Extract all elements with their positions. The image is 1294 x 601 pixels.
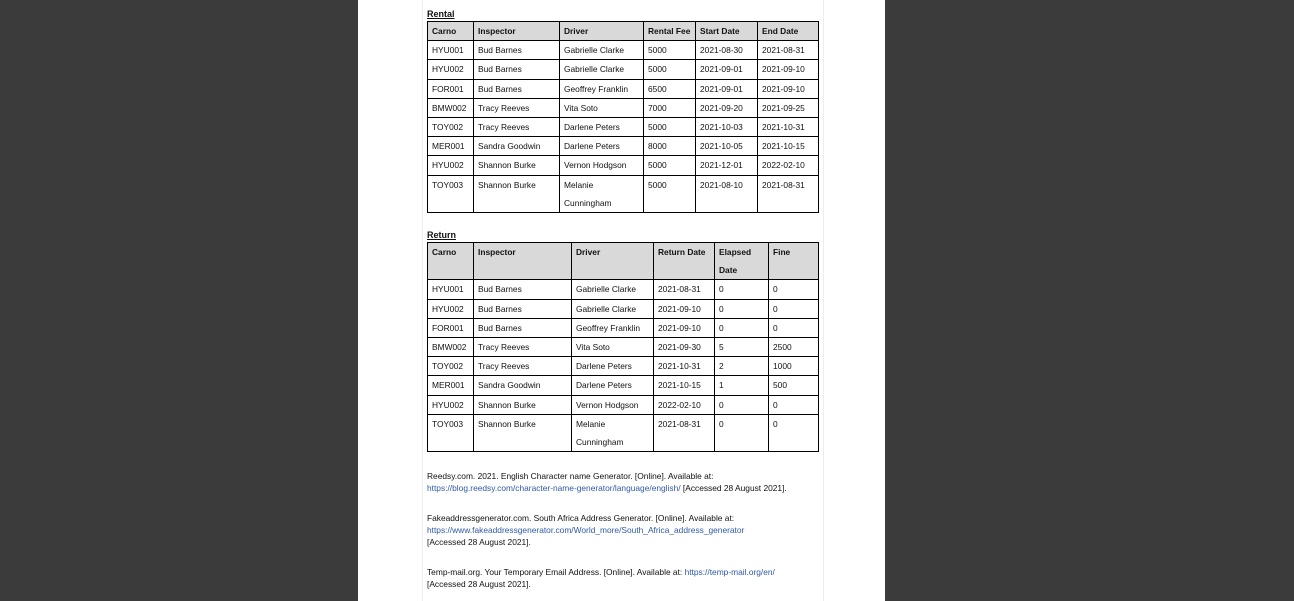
rental-table-cell: Melanie Cunningham: [560, 175, 644, 212]
rental-col-carno: Carno: [428, 22, 474, 41]
rental-table-cell: 2021-08-10: [696, 175, 758, 212]
rental-col-driver: Driver: [560, 22, 644, 41]
return-table-cell: 1: [715, 376, 769, 395]
rental-table-cell: 2021-09-10: [758, 60, 819, 79]
return-table-cell: 0: [715, 280, 769, 299]
reference-accessed: [Accessed 28 August 2021].: [427, 579, 531, 590]
rental-table-row: [428, 41, 819, 60]
return-table-row: [428, 414, 819, 451]
rental-table-cell: MER001: [428, 137, 474, 156]
return-table-cell: 2021-09-30: [654, 338, 715, 357]
reference-accessed: [Accessed 28 August 2021].: [682, 483, 787, 494]
return-table-cell: BMW002: [428, 338, 474, 357]
return-col-fine: Fine: [769, 243, 819, 280]
rental-table-cell: 2021-08-30: [696, 41, 758, 60]
return-body: [428, 280, 819, 452]
return-table-cell: Gabrielle Clarke: [572, 299, 654, 318]
page-body: [422, 0, 824, 601]
return-table-cell: FOR001: [428, 318, 474, 337]
return-table-row: [428, 299, 819, 318]
return-table-cell: Darlene Peters: [572, 376, 654, 395]
return-table-cell: 2500: [769, 338, 819, 357]
rental-table-cell: 2021-10-05: [696, 137, 758, 156]
rental-table-cell: 2021-09-10: [758, 79, 819, 98]
rental-heading: Rental: [427, 9, 455, 19]
return-table-cell: Geoffrey Franklin: [572, 318, 654, 337]
rental-table-cell: Darlene Peters: [560, 118, 644, 137]
rental-table-cell: TOY003: [428, 175, 474, 212]
rental-table-cell: 2021-10-15: [758, 137, 819, 156]
return-table-cell: Bud Barnes: [474, 299, 572, 318]
return-table-cell: 2021-09-10: [654, 318, 715, 337]
reference-text: Temp-mail.org. Your Temporary Email Address. [Online]. Available at:: [427, 567, 683, 578]
return-table-row: [428, 338, 819, 357]
reference-text: Fakeaddressgenerator.com. South Africa Address Generator. [Online]. Available at:: [427, 513, 735, 524]
rental-table-cell: 2021-10-03: [696, 118, 758, 137]
return-table-cell: Sandra Goodwin: [474, 376, 572, 395]
reference-link[interactable]: https://www.fakeaddressgenerator.com/World_more/South_Africa_address_generator: [427, 525, 745, 536]
rental-table-cell: 5000: [644, 41, 696, 60]
return-table-cell: Tracy Reeves: [474, 338, 572, 357]
reference-text: Reedsy.com. 2021. English Character name Generator. [Online]. Available at:: [427, 471, 714, 482]
rental-table-row: [428, 60, 819, 79]
rental-table-cell: 2021-09-01: [696, 60, 758, 79]
rental-table-cell: Bud Barnes: [474, 41, 560, 60]
rental-table-cell: 8000: [644, 137, 696, 156]
rental-table-cell: 7000: [644, 98, 696, 117]
return-table-row: [428, 376, 819, 395]
rental-table-cell: Tracy Reeves: [474, 118, 560, 137]
rental-table-cell: 2021-09-01: [696, 79, 758, 98]
rental-table-cell: 5000: [644, 118, 696, 137]
reference-item: [427, 470, 819, 494]
rental-table-cell: 2022-02-10: [758, 156, 819, 175]
rental-table-cell: 5000: [644, 175, 696, 212]
return-table-cell: 2021-08-31: [654, 280, 715, 299]
return-table-cell: HYU002: [428, 395, 474, 414]
rental-table-cell: FOR001: [428, 79, 474, 98]
rental-table-row: [428, 98, 819, 117]
rental-table-cell: Gabrielle Clarke: [560, 60, 644, 79]
return-col-carno: Carno: [428, 243, 474, 280]
rental-table-row: [428, 118, 819, 137]
return-table-cell: 0: [715, 299, 769, 318]
rental-col-inspector: Inspector: [474, 22, 560, 41]
reference-link[interactable]: https://blog.reedsy.com/character-name-generator/language/english/: [427, 483, 681, 494]
return-table-cell: Vernon Hodgson: [572, 395, 654, 414]
return-table-cell: 0: [769, 318, 819, 337]
return-table-cell: TOY003: [428, 414, 474, 451]
return-table-cell: Shannon Burke: [474, 414, 572, 451]
return-table-cell: 2021-08-31: [654, 414, 715, 451]
reference-accessed: [Accessed 28 August 2021].: [427, 537, 531, 548]
return-table-cell: 2022-02-10: [654, 395, 715, 414]
return-table-cell: Tracy Reeves: [474, 357, 572, 376]
rental-table-cell: Darlene Peters: [560, 137, 644, 156]
rental-table-cell: 6500: [644, 79, 696, 98]
rental-table-row: [428, 156, 819, 175]
rental-table-row: [428, 79, 819, 98]
return-table-row: [428, 318, 819, 337]
rental-table-cell: Vernon Hodgson: [560, 156, 644, 175]
return-col-return-date: Return Date: [654, 243, 715, 280]
section-gap: [427, 213, 819, 229]
rental-table-cell: HYU002: [428, 156, 474, 175]
rental-table-cell: BMW002: [428, 98, 474, 117]
return-table-cell: Vita Soto: [572, 338, 654, 357]
rental-table-cell: Bud Barnes: [474, 79, 560, 98]
return-table-cell: Melanie Cunningham: [572, 414, 654, 451]
rental-table-cell: HYU001: [428, 41, 474, 60]
return-table-cell: Gabrielle Clarke: [572, 280, 654, 299]
rental-table: [427, 21, 819, 213]
return-table-cell: Shannon Burke: [474, 395, 572, 414]
rental-table-cell: Bud Barnes: [474, 60, 560, 79]
return-table-cell: 0: [769, 280, 819, 299]
return-col-elapsed: Elapsed Date: [715, 243, 769, 280]
rental-table-cell: 5000: [644, 156, 696, 175]
rental-table-cell: Geoffrey Franklin: [560, 79, 644, 98]
rental-table-row: [428, 137, 819, 156]
rental-table-cell: Shannon Burke: [474, 175, 560, 212]
return-table-cell: Darlene Peters: [572, 357, 654, 376]
return-table-cell: MER001: [428, 376, 474, 395]
rental-table-cell: Tracy Reeves: [474, 98, 560, 117]
return-table-row: [428, 395, 819, 414]
page-content: [427, 8, 819, 601]
return-table-cell: 500: [769, 376, 819, 395]
rental-header-row: [428, 22, 819, 41]
rental-col-start: Start Date: [696, 22, 758, 41]
return-table-cell: 0: [715, 395, 769, 414]
return-table-row: [428, 357, 819, 376]
return-table-row: [428, 280, 819, 299]
rental-table-cell: 2021-12-01: [696, 156, 758, 175]
rental-table-cell: 2021-08-31: [758, 41, 819, 60]
return-table-cell: 2021-09-10: [654, 299, 715, 318]
rental-table-cell: 2021-09-20: [696, 98, 758, 117]
rental-table-cell: Sandra Goodwin: [474, 137, 560, 156]
rental-body: [428, 41, 819, 213]
return-heading: Return: [427, 230, 456, 241]
return-table-cell: 0: [715, 318, 769, 337]
return-table-cell: 2: [715, 357, 769, 376]
return-table-cell: 0: [769, 414, 819, 451]
return-table-cell: 0: [715, 414, 769, 451]
return-table-cell: Bud Barnes: [474, 318, 572, 337]
rental-table-cell: 5000: [644, 60, 696, 79]
return-table-cell: 5: [715, 338, 769, 357]
rental-table-cell: Vita Soto: [560, 98, 644, 117]
return-table-cell: 2021-10-15: [654, 376, 715, 395]
rental-table-cell: 2021-09-25: [758, 98, 819, 117]
return-table-cell: TOY002: [428, 357, 474, 376]
return-table-cell: 1000: [769, 357, 819, 376]
return-table-cell: 0: [769, 299, 819, 318]
reference-item: [427, 512, 819, 548]
rental-table-row: [428, 175, 819, 212]
return-col-driver: Driver: [572, 243, 654, 280]
reference-item: [427, 566, 819, 590]
rental-table-cell: TOY002: [428, 118, 474, 137]
rental-col-fee: Rental Fee: [644, 22, 696, 41]
return-table-cell: 0: [769, 395, 819, 414]
rental-table-cell: 2021-10-31: [758, 118, 819, 137]
return-table-cell: HYU001: [428, 280, 474, 299]
references: [427, 470, 819, 590]
rental-table-cell: HYU002: [428, 60, 474, 79]
rental-table-cell: Shannon Burke: [474, 156, 560, 175]
return-col-inspector: Inspector: [474, 243, 572, 280]
return-table-cell: 2021-10-31: [654, 357, 715, 376]
document-page: [358, 0, 885, 601]
return-header-row: [428, 243, 819, 280]
rental-table-cell: Gabrielle Clarke: [560, 41, 644, 60]
reference-link[interactable]: https://temp-mail.org/en/: [684, 567, 775, 578]
rental-table-cell: 2021-08-31: [758, 175, 819, 212]
return-table-cell: HYU002: [428, 299, 474, 318]
return-table-cell: Bud Barnes: [474, 280, 572, 299]
return-table: [427, 242, 819, 452]
rental-col-end: End Date: [758, 22, 819, 41]
